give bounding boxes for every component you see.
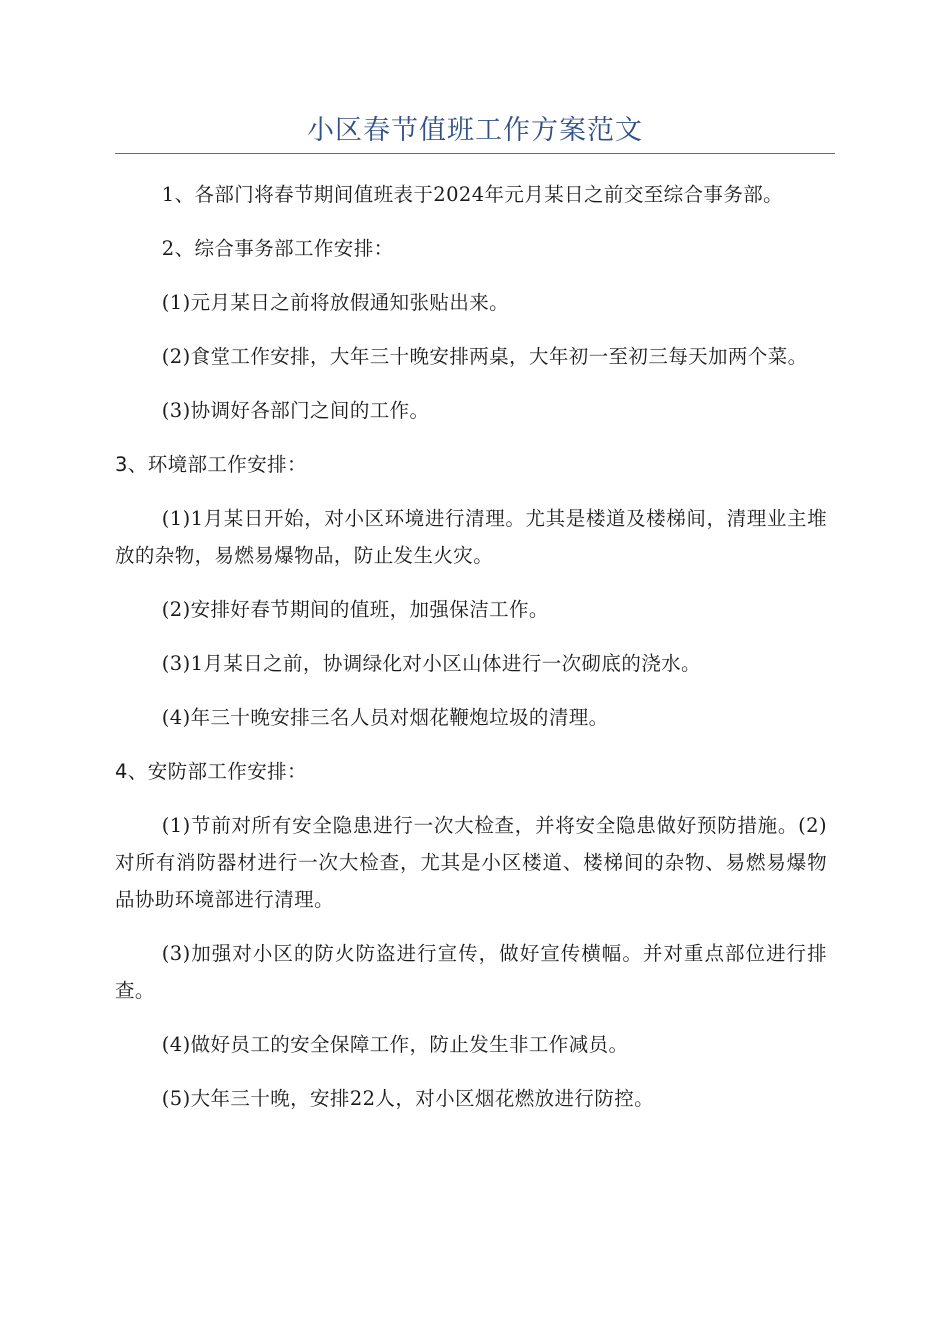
paragraph: (1)节前对所有安全隐患进行一次大检查，并将安全隐患做好预防措施。(2)对所有消防器材进行一次大检查，尤其是小区楼道、楼梯间的杂物、易燃易爆物品协助环境部进行清理。: [115, 814, 827, 911]
paragraph: (4)做好员工的安全保障工作，防止发生非工作减员。: [161, 1033, 629, 1056]
paragraph: 1、各部门将春节期间值班表于2024年元月某日之前交至综合事务部。: [161, 183, 784, 206]
document-body: [115, 176, 827, 1134]
paragraph: (1)1月某日开始，对小区环境进行清理。尤其是楼道及楼梯间，清理业主堆放的杂物，易燃易爆物品，防止发生火灾。: [115, 507, 827, 567]
paragraph: (5)大年三十晚，安排22人，对小区烟花燃放进行防控。: [161, 1087, 655, 1110]
page-title: 小区春节值班工作方案范文: [307, 115, 643, 146]
paragraph: (4)年三十晚安排三名人员对烟花鞭炮垃圾的清理。: [161, 706, 609, 729]
paragraph: 2、综合事务部工作安排：: [161, 237, 394, 260]
paragraph: (3)加强对小区的防火防盗进行宣传，做好宣传横幅。并对重点部位进行排查。: [115, 942, 827, 1002]
paragraph: (2)安排好春节期间的值班，加强保洁工作。: [161, 598, 549, 621]
paragraph: (1)元月某日之前将放假通知张贴出来。: [161, 291, 510, 314]
paragraph: (2)食堂工作安排，大年三十晚安排两桌，大年初一至初三每天加两个菜。: [161, 345, 808, 368]
paragraph: (3)1月某日之前，协调绿化对小区山体进行一次砌底的浇水。: [161, 652, 701, 675]
section-heading: 4、安防部工作安排：: [115, 760, 307, 783]
title-underline: [115, 153, 835, 154]
paragraph: (3)协调好各部门之间的工作。: [161, 399, 430, 422]
section-heading: 3、环境部工作安排：: [115, 453, 307, 476]
